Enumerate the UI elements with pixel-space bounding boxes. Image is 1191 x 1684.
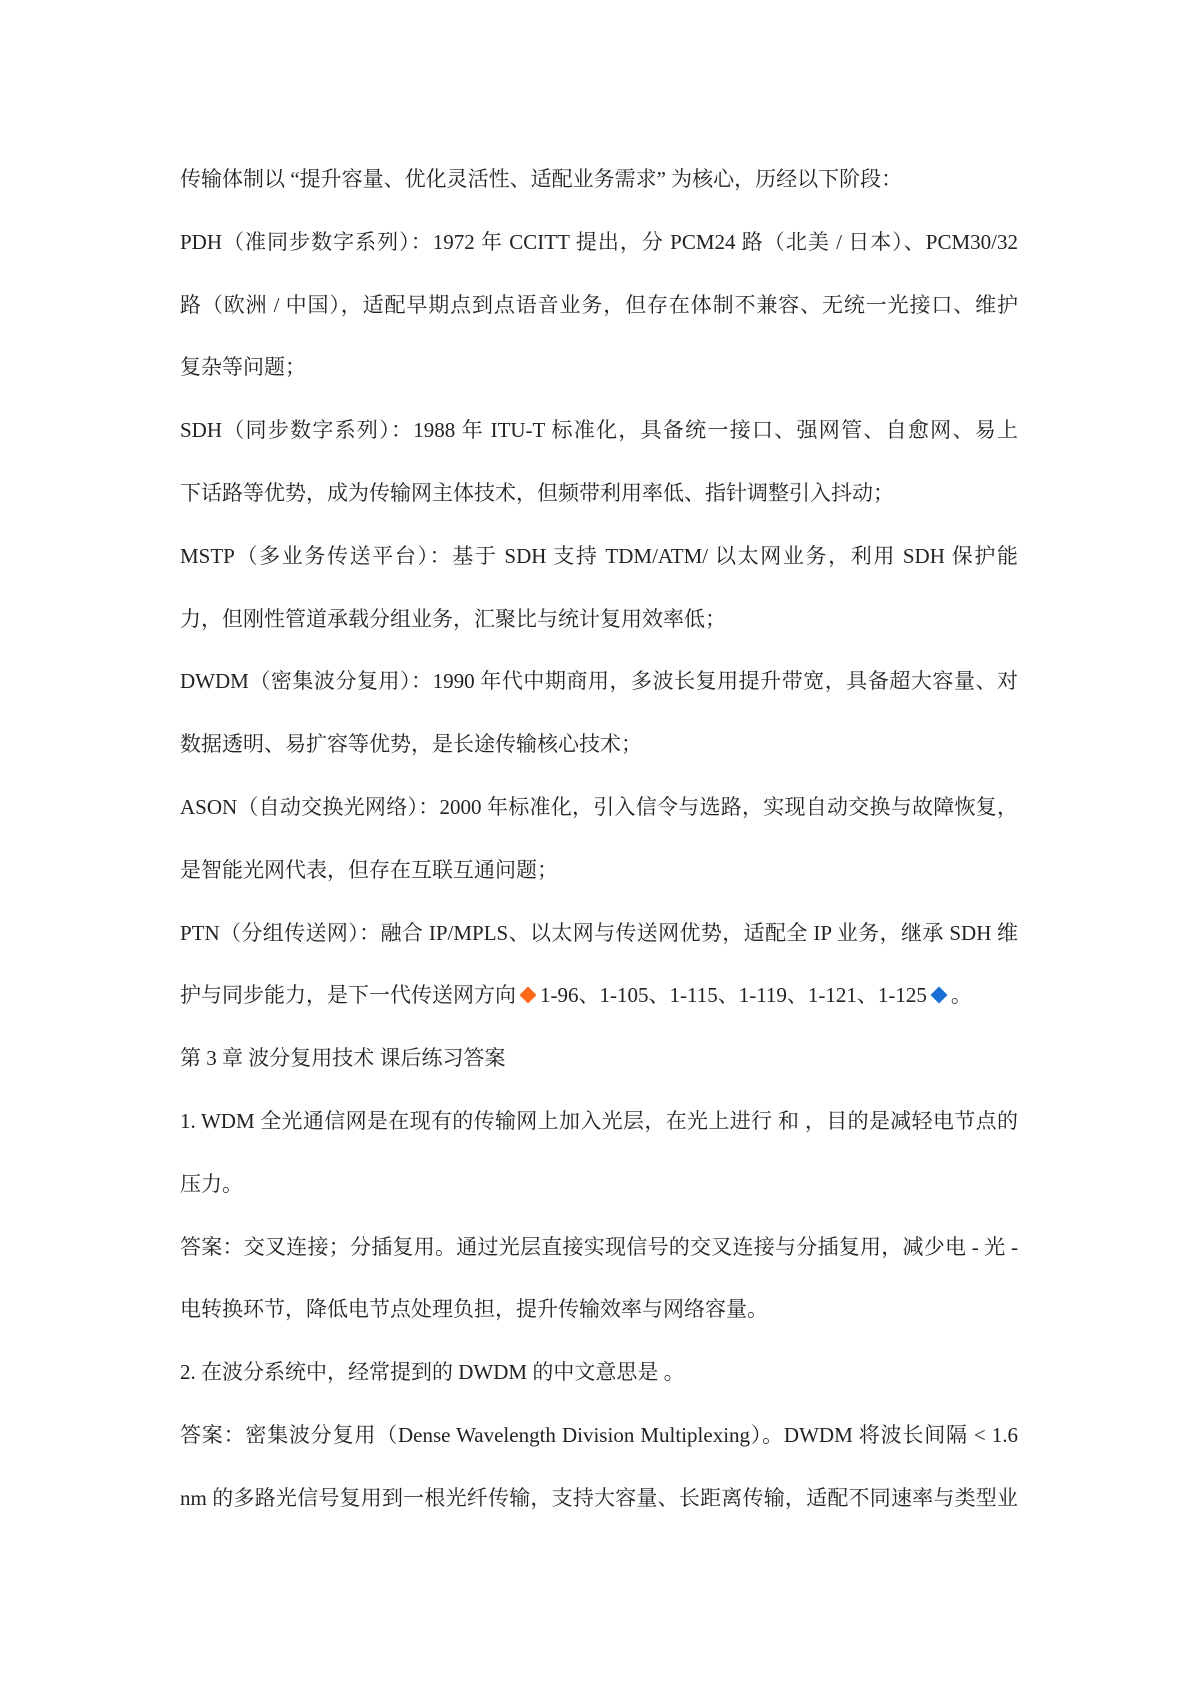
mstp-line-2: 力，但刚性管道承载分组业务，汇聚比与统计复用效率低； (180, 606, 726, 631)
orange-diamond-icon (520, 987, 537, 1004)
ptn-line-1: PTN（分组传送网）：融合 IP/MPLS、以太网与传送网优势，适配全 IP 业务，继承 SDH 维 (180, 920, 1018, 945)
ason-line-1: ASON（自动交换光网络）：2000 年标准化，引入信令与选路，实现自动交换与故障恢复， (180, 794, 1018, 819)
a2-line-1: 答案：密集波分复用（Dense Wavelength Division Multiplexing）。DWDM 将波长间隔 < 1.6 (180, 1422, 1018, 1447)
reference-list: 1-96、1-105、1-115、1-119、1-121、1-125 (540, 983, 927, 1008)
pdh-line-3: 复杂等问题； (180, 355, 306, 380)
a1-line-1: 答案：交叉连接；分插复用。通过光层直接实现信号的交叉连接与分插复用，减少电 - 光 - (180, 1234, 1018, 1259)
blue-diamond-icon (930, 987, 947, 1004)
pdh-line-2: 路（欧洲 / 中国），适配早期点到点语音业务，但存在体制不兼容、无统一光接口、维护 (180, 292, 1018, 317)
ptn-line-2-text: 护与同步能力，是下一代传送网方向 (180, 983, 516, 1008)
sdh-line-2: 下话路等优势，成为传输网主体技术，但频带利用率低、指针调整引入抖动； (180, 480, 894, 505)
sdh-line-1: SDH（同步数字系列）：1988 年 ITU-T 标准化，具备统一接口、强网管、自愈网、易上 (180, 418, 1018, 443)
pdh-line-1: PDH（准同步数字系列）：1972 年 CCITT 提出，分 PCM24 路（北美 / 日本）、PCM30/32 (180, 229, 1018, 254)
ptn-line-2-end: 。 (950, 983, 972, 1008)
a1-line-2: 电转换环节，降低电节点处理负担，提升传输效率与网络容量。 (180, 1297, 768, 1322)
dwdm-line-1: DWDM（密集波分复用）：1990 年代中期商用，多波长复用提升带宽，具备超大容量、对 (180, 669, 1018, 694)
mstp-line-1: MSTP（多业务传送平台）：基于 SDH 支持 TDM/ATM/ 以太网业务，利用 SDH 保护能 (180, 543, 1018, 568)
q1-line-1: 1. WDM 全光通信网是在现有的传输网上加入光层，在光上进行 和 ，目的是减轻电节点的 (180, 1108, 1018, 1133)
ptn-line-2 (180, 964, 1018, 1027)
a2-line-2: nm 的多路光信号复用到一根光纤传输，支持大容量、长距离传输，适配不同速率与类型业 (180, 1485, 1018, 1510)
intro-line: 传输体制以 “提升容量、优化灵活性、适配业务需求” 为核心，历经以下阶段： (180, 167, 903, 191)
ason-line-2: 是智能光网代表，但存在互联互通问题； (180, 857, 558, 882)
chapter-heading: 第 3 章 波分复用技术 课后练习答案 (180, 1046, 506, 1071)
q2-line-1: 2. 在波分系统中，经常提到的 DWDM 的中文意思是 。 (180, 1360, 685, 1385)
document-body (180, 148, 1018, 1530)
dwdm-line-2: 数据透明、易扩容等优势，是长途传输核心技术； (180, 732, 642, 757)
q1-line-2: 压力。 (180, 1171, 243, 1196)
